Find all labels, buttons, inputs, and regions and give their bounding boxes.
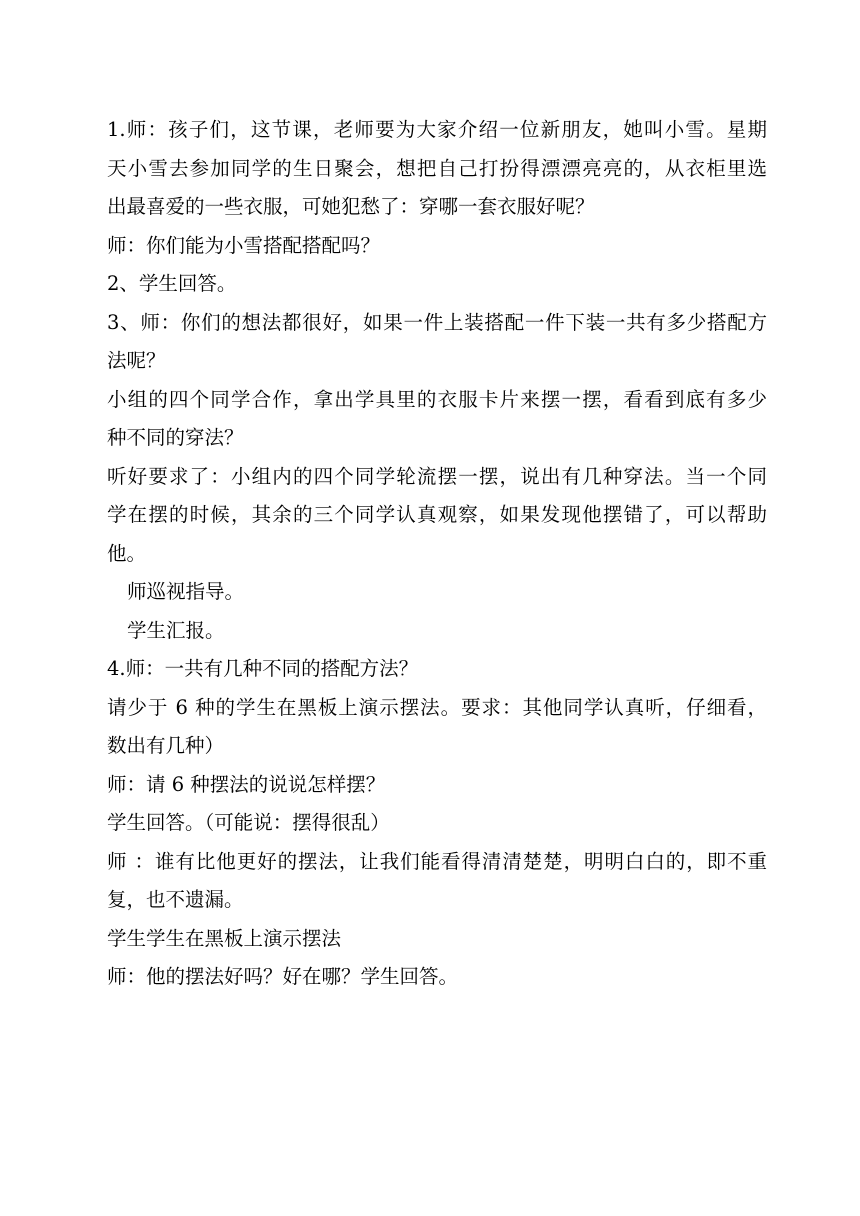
text-line: 他。	[107, 541, 147, 565]
text-line: 学生回答。（可能说：摆得很乱）	[107, 811, 390, 834]
text-line: 小组的四个同学合作，拿出学具里的衣服卡片来摆一摆，看看到底有多少	[107, 387, 767, 411]
text-line: 师：他的摆法好吗？好在哪？学生回答。	[107, 965, 459, 988]
text-line: 学在摆的时候，其余的三个同学认真观察，如果发现他摆错了，可以帮助	[107, 503, 767, 526]
text-line: 师：你们能为小雪搭配搭配吗？	[107, 233, 381, 257]
text-line: 法呢？	[107, 349, 166, 372]
text-line: 听好要求了：小组内的四个同学轮流摆一摆，说出有几种穿法。当一个同	[107, 464, 767, 488]
text-line: 复，也不遗漏。	[107, 888, 244, 911]
text-line: 1.师：孩子们，这节课，老师要为大家介绍一位新朋友，她叫小雪。星期	[107, 118, 767, 141]
text-line: 学生汇报。	[127, 618, 225, 642]
text-line: 出最喜爱的一些衣服，可她犯愁了：穿哪一套衣服好呢？	[107, 195, 595, 218]
text-line: 3、师：你们的想法都很好，如果一件上装搭配一件下装一共有多少搭配方	[107, 310, 767, 334]
text-line: 师：请 6 种摆法的说说怎样摆？	[107, 772, 386, 796]
text-line: 师巡视指导。	[127, 580, 245, 603]
text-line: 请少于 6 种的学生在黑板上演示摆法。要求：其他同学认真听，仔细看，	[107, 695, 767, 719]
text-line: 种不同的穿法？	[107, 426, 244, 449]
text-line: 学生学生在黑板上演示摆法	[107, 926, 342, 950]
text-line: 天小雪去参加同学的生日聚会，想把自己打扮得漂漂亮亮的，从衣柜里选	[107, 156, 767, 180]
document-body	[107, 111, 767, 997]
text-line: 数出有几种）	[107, 734, 225, 757]
text-line: 师 ：谁有比他更好的摆法，让我们能看得清清楚楚，明明白白的，即不重	[107, 849, 767, 873]
text-line: 4.师：一共有几种不同的搭配方法？	[107, 657, 419, 680]
text-line: 2、学生回答。	[107, 272, 237, 295]
